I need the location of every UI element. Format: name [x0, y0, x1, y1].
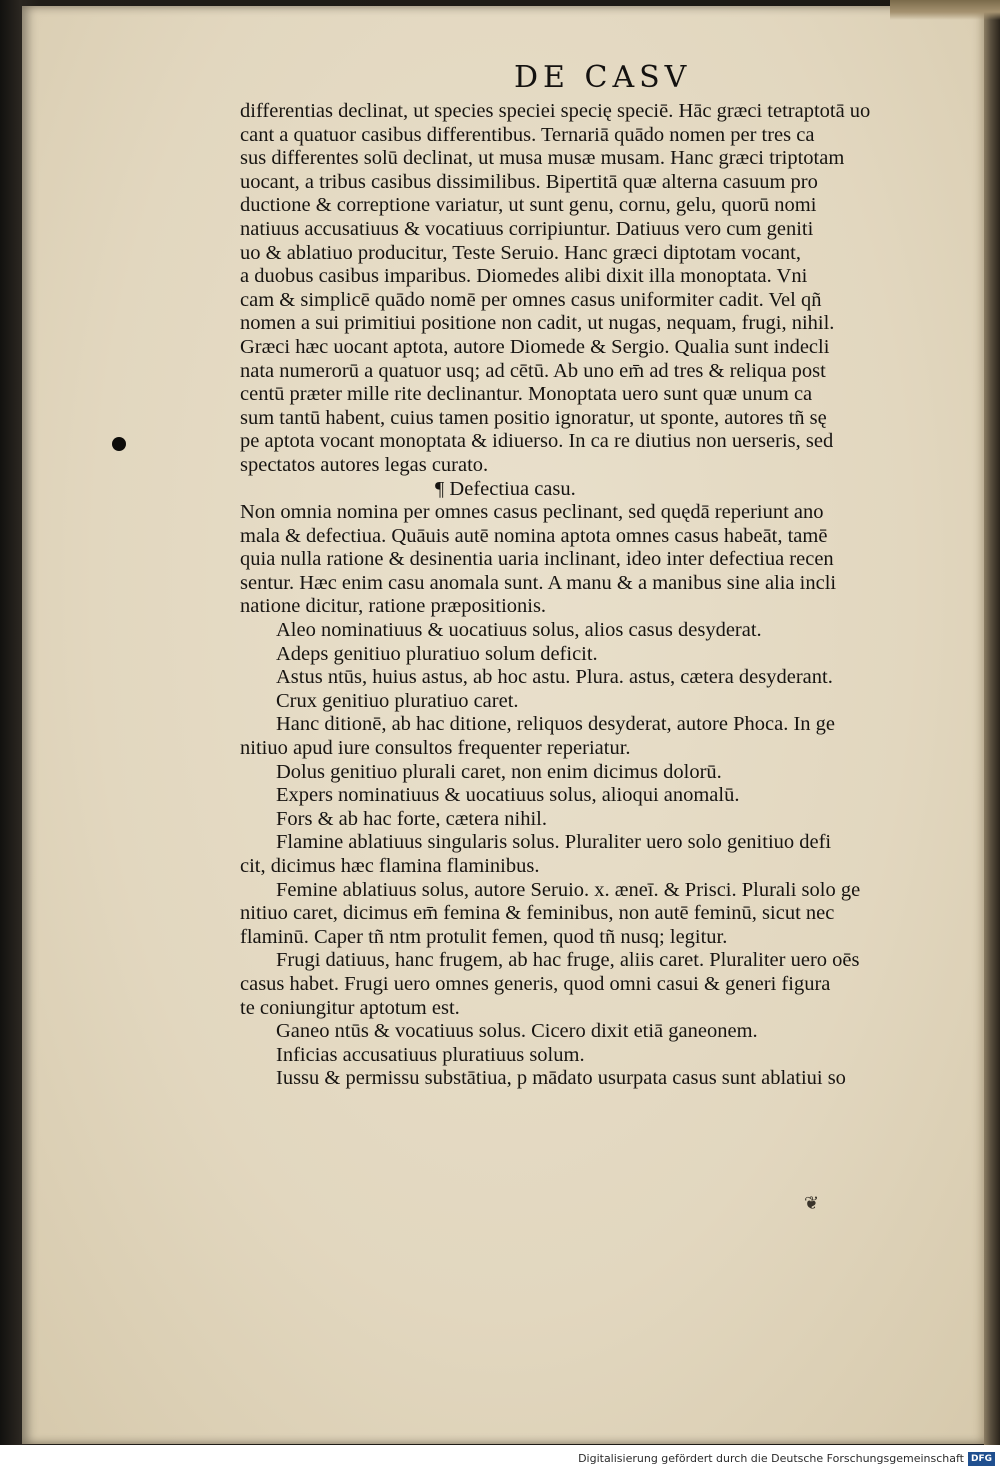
text-line: cit, dicimus hæc flamina flaminibus.	[240, 855, 540, 877]
text-line: ductione & correptione variatur, ut sunt genu, cornu, gelu, quorū nomi	[240, 194, 817, 217]
text-line: casus habet. Frugi uero omnes generis, quod omni casui & generi figura	[240, 972, 831, 995]
entry-line: Ganeo ntūs & vocatiuus solus. Cicero dixit etiā ganeonem.	[276, 1020, 758, 1043]
funding-credit: Digitalisierung gefördert durch die Deutsche Forschungsgemeinschaft	[578, 1452, 964, 1465]
text-line: pe aptota vocant monoptata & idiuerso. In ca re diutius non uerseris, sed	[240, 430, 834, 453]
text-line: natiuus accusatiuus & vocatiuus corripiuntur. Datiuus vero cum geniti	[240, 217, 814, 240]
text-line: a duobus casibus imparibus. Diomedes alibi dixit illa monoptata. Vni	[240, 265, 808, 288]
entry-line: Frugi datiuus, hanc frugem, ab hac fruge, aliis caret. Pluraliter uero oēs	[276, 949, 860, 972]
text-line: uocant, a tribus casibus dissimilibus. Bipertitā quæ alterna casuum pro	[240, 170, 818, 193]
text-line: natione dicitur, ratione præpositionis.	[240, 595, 547, 618]
page-edge	[984, 0, 1000, 1445]
text-line: differentias declinat, ut species speciei specię speciē. Hāc græci tetraptotā uo	[240, 100, 871, 122]
text-line: nomen a sui primitiui positione non cadit, ut nugas, nequam, frugi, nihil.	[240, 312, 835, 335]
entry-line: Aleo nominatiuus & uocatiuus solus, alios casus desyderat.	[276, 619, 762, 642]
margin-dot	[112, 437, 126, 451]
entry-line: Fors & ab hac forte, cætera nihil.	[276, 807, 547, 830]
ornament-icon: ❦	[804, 1193, 820, 1214]
text-line: nitiuo apud iure consultos frequenter reperiatur.	[240, 737, 631, 760]
text-line: nata numerorū a quatuor usq; ad cētū. Ab uno em̄ ad tres & reliqua post	[240, 359, 826, 382]
text-line: Non omnia nomina per omnes casus peclinant, sed quędā reperiunt ano	[240, 501, 824, 524]
text-line: cam & simplicē quādo nomē per omnes casus uniformiter cadit. Vel qñ	[240, 288, 822, 311]
text-line: Græci hæc uocant aptota, autore Diomede & Sergio. Qualia sunt indecli	[240, 335, 830, 358]
entry-line: Expers nominatiuus & uocatiuus solus, alioqui anomalū.	[276, 784, 740, 807]
text-line: spectatos autores legas curato.	[240, 453, 489, 476]
entry-line: Flamine ablatiuus singularis solus. Pluraliter uero solo genitiuo defi	[276, 831, 832, 854]
text-line: quia nulla ratione & desinentia uaria inclinant, ideo inter defectiua recen	[240, 548, 834, 571]
entry-line: Inficias accusatiuus pluratiuus solum.	[276, 1043, 585, 1066]
binding-corner	[890, 0, 1000, 20]
running-head: DE CASV	[514, 60, 692, 95]
text-line: sentur. Hæc enim casu anomala sunt. A manu & a manibus sine alia incli	[240, 571, 837, 594]
entry-line: Adeps genitiuo pluratiuo solum deficit.	[276, 642, 598, 665]
footer-bar	[0, 1445, 1000, 1474]
entry-line: Dolus genitiuo plurali caret, non enim dicimus dolorū.	[276, 760, 722, 783]
section-heading: ¶ Defectiua casu.	[435, 477, 576, 500]
text-line: centū præter mille rite declinantur. Monoptata uero sunt quæ unum ca	[240, 383, 813, 406]
text-line: cant a quatuor casibus differentibus. Ternariā quādo nomen per tres ca	[240, 123, 815, 146]
entry-line: Astus ntūs, huius astus, ab hoc astu. Plura. astus, cætera desyderant.	[276, 666, 833, 689]
text-line: uo & ablatiuo producitur, Teste Seruio. Hanc græci diptotam vocant,	[240, 241, 801, 264]
text-block	[240, 100, 952, 1091]
text-line: flaminū. Caper tñ ntm protulit femen, quod tñ nusq; legitur.	[240, 925, 728, 948]
text-line: sus differentes solū declinat, ut musa musæ musam. Hanc græci triptotam	[240, 147, 845, 170]
text-line: nitiuo caret, dicimus em̄ femina & feminibus, non autē feminū, sicut nec	[240, 902, 835, 925]
dfg-logo: DFG	[968, 1452, 995, 1466]
entry-line: Iussu & permissu substātiua, p mādato usurpata casus sunt ablatiui so	[276, 1067, 846, 1090]
entry-line: Hanc ditionē, ab hac ditione, reliquos desyderat, autore Phoca. In ge	[276, 713, 836, 736]
text-line: te coniungitur aptotum est.	[240, 996, 460, 1019]
text-line: sum tantū habent, cuius tamen positio ignoratur, ut sponte, autores tñ sę	[240, 406, 827, 429]
entry-line: Crux genitiuo pluratiuo caret.	[276, 689, 519, 712]
entry-line: Femine ablatiuus solus, autore Seruio. x. æneī. & Prisci. Plurali solo ge	[276, 878, 861, 901]
text-line: mala & defectiua. Quāuis autē nomina aptota omnes casus habeāt, tamē	[240, 524, 828, 547]
